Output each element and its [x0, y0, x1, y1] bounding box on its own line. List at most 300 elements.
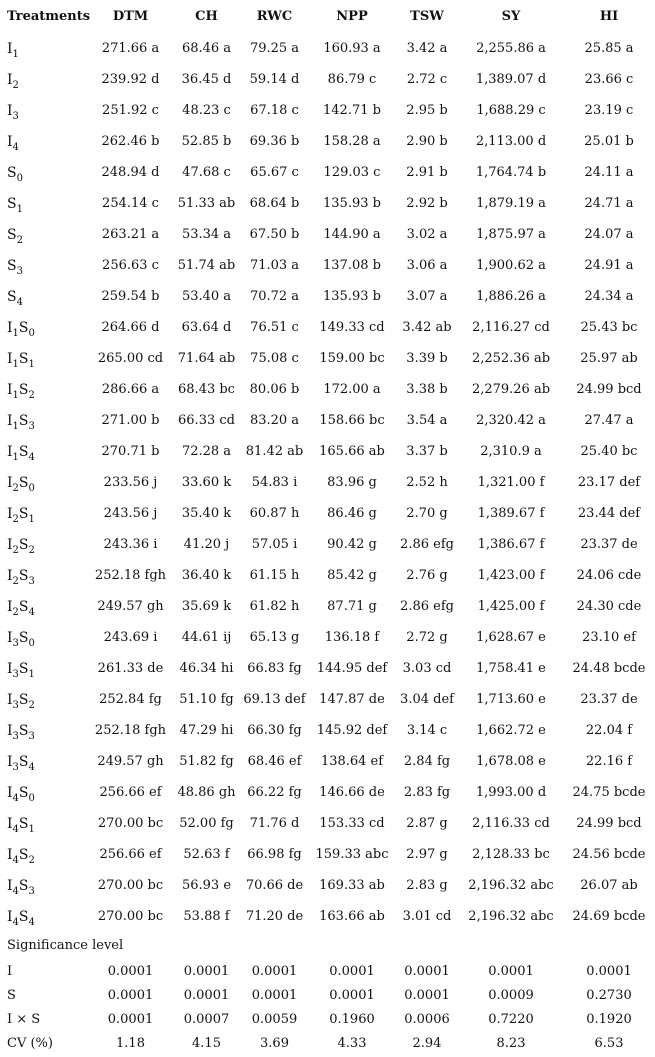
table-row — [0, 777, 655, 808]
treatment-letter: S — [18, 598, 29, 615]
significance-label: Significance level — [7, 938, 124, 953]
value-cell: 83.96 g — [327, 475, 377, 490]
treatment-subscript: 1 — [28, 668, 35, 680]
value-cell: 2,128.33 bc — [472, 847, 550, 862]
treatment-letter: I — [7, 474, 13, 491]
value-cell: 2.83 g — [406, 878, 448, 893]
stat-value: 0.0001 — [107, 987, 154, 1003]
value-cell: 71.03 a — [249, 258, 300, 273]
value-cell: 2.52 h — [406, 475, 448, 490]
value-cell: 2.76 g — [406, 568, 448, 583]
value-cell: 1,389.67 f — [477, 506, 545, 521]
value-cell: 1,993.00 d — [475, 785, 547, 800]
header-tsw: TSW — [410, 9, 444, 24]
treatment-subscript: 2 — [12, 575, 19, 587]
treatment-subscript: 2 — [12, 544, 19, 556]
value-cell: 65.13 g — [249, 630, 300, 645]
value-cell: 1,662.72 e — [476, 723, 546, 738]
value-cell: 2.92 b — [406, 196, 448, 211]
stat-row — [0, 983, 655, 1007]
treatment-subscript: 4 — [12, 792, 19, 804]
table-row — [0, 529, 655, 560]
treatment-subscript: 1 — [12, 451, 19, 463]
treatment-letter: S — [7, 257, 17, 274]
treatment-cell — [0, 591, 88, 622]
table-row — [0, 436, 655, 467]
value-cell: 1,321.00 f — [477, 475, 545, 490]
table-header — [0, 0, 655, 33]
value-cell: 56.93 e — [181, 878, 232, 893]
treatment-subscript: 2 — [12, 606, 19, 618]
treatment-subscript: 3 — [12, 668, 19, 680]
value-cell: 3.02 a — [406, 227, 448, 242]
stat-value: 4.15 — [192, 1035, 221, 1051]
value-cell: 23.37 de — [580, 537, 638, 552]
table-row — [0, 374, 655, 405]
table-row — [0, 64, 655, 95]
value-cell: 129.03 c — [323, 165, 381, 180]
value-cell: 239.92 d — [101, 72, 160, 87]
treatment-cell — [0, 157, 88, 188]
value-cell: 53.34 a — [181, 227, 232, 242]
table-row — [0, 653, 655, 684]
treatment-letter: I — [7, 722, 13, 739]
treatment-subscript: 4 — [12, 823, 19, 835]
value-cell: 48.23 c — [182, 103, 231, 118]
value-cell: 67.50 b — [249, 227, 300, 242]
value-cell: 2.70 g — [406, 506, 448, 521]
treatment-letter: S — [18, 877, 29, 894]
treatment-letter: S — [18, 381, 29, 398]
value-cell: 1,764.74 b — [475, 165, 547, 180]
treatment-subscript: 3 — [16, 265, 23, 277]
stat-row — [0, 959, 655, 983]
treatment-letter: S — [18, 567, 29, 584]
value-cell: 87.71 g — [327, 599, 377, 614]
stat-value: 0.2730 — [586, 987, 632, 1003]
value-cell: 65.67 c — [250, 165, 299, 180]
stat-label: CV (%) — [7, 1035, 53, 1051]
treatment-cell — [0, 281, 88, 312]
value-cell: 256.63 c — [102, 258, 159, 273]
treatment-letter: S — [18, 443, 29, 460]
treatment-subscript: 1 — [28, 513, 35, 525]
value-cell: 233.56 j — [103, 475, 158, 490]
value-cell: 52.00 fg — [179, 816, 234, 831]
value-cell: 24.99 bcd — [576, 382, 642, 397]
treatment-letter: I — [7, 567, 13, 584]
value-cell: 2.90 b — [406, 134, 448, 149]
treatment-letter: S — [18, 629, 29, 646]
treatment-subscript: 4 — [28, 761, 35, 773]
value-cell: 270.00 bc — [97, 878, 164, 893]
stat-value: 4.33 — [337, 1035, 367, 1051]
treatment-letter: I — [7, 598, 13, 615]
table-row — [0, 715, 655, 746]
treatment-letter: S — [18, 505, 29, 522]
value-cell: 71.64 ab — [177, 351, 236, 366]
table-row — [0, 839, 655, 870]
stat-value: 0.0001 — [329, 987, 375, 1003]
stat-value: 0.0001 — [251, 963, 298, 979]
value-cell: 3.03 cd — [402, 661, 452, 676]
value-cell: 53.40 a — [181, 289, 232, 304]
value-cell: 75.08 c — [250, 351, 299, 366]
stat-value: 0.0001 — [586, 963, 632, 979]
value-cell: 160.93 a — [323, 41, 381, 56]
value-cell: 271.66 a — [101, 41, 160, 56]
value-cell: 25.43 bc — [580, 320, 638, 335]
value-cell: 24.69 bcde — [572, 909, 646, 924]
value-cell: 85.42 g — [327, 568, 377, 583]
value-cell: 2.87 g — [406, 816, 448, 831]
stat-value: 0.0009 — [488, 987, 534, 1003]
value-cell: 24.34 a — [584, 289, 634, 304]
value-cell: 2.97 g — [406, 847, 448, 862]
value-cell: 63.64 d — [181, 320, 232, 335]
value-cell: 1,758.41 e — [476, 661, 546, 676]
treatment-letter: S — [18, 660, 29, 677]
treatment-subscript: 3 — [28, 885, 35, 897]
value-cell: 24.75 bcde — [572, 785, 646, 800]
value-cell: 249.57 gh — [97, 754, 164, 769]
treatment-letter: I — [7, 71, 13, 88]
table-row — [0, 95, 655, 126]
value-cell: 2,320.42 a — [476, 413, 546, 428]
value-cell: 2,196.32 abc — [468, 909, 554, 924]
value-cell: 270.71 b — [101, 444, 160, 459]
treatment-letter: I — [7, 877, 13, 894]
treatment-subscript: 2 — [28, 389, 35, 401]
value-cell: 3.37 b — [406, 444, 448, 459]
value-cell: 1,389.07 d — [475, 72, 547, 87]
value-cell: 46.34 hi — [179, 661, 234, 676]
value-cell: 243.56 j — [103, 506, 158, 521]
treatment-cell — [0, 839, 88, 870]
treatment-letter: S — [18, 753, 29, 770]
value-cell: 1,713.60 e — [476, 692, 546, 707]
value-cell: 1,423.00 f — [477, 568, 545, 583]
value-cell: 2,116.27 cd — [472, 320, 550, 335]
value-cell: 68.43 bc — [178, 382, 235, 397]
value-cell: 26.07 ab — [580, 878, 638, 893]
value-cell: 24.48 bcde — [572, 661, 646, 676]
value-cell: 68.64 b — [249, 196, 300, 211]
treatment-cell — [0, 715, 88, 746]
value-cell: 25.85 a — [584, 41, 634, 56]
treatment-letter: I — [7, 629, 13, 646]
value-cell: 144.95 def — [316, 661, 388, 676]
stat-value: 2.94 — [412, 1035, 442, 1051]
value-cell: 52.63 f — [183, 847, 230, 862]
table-row — [0, 219, 655, 250]
treatment-subscript: 1 — [16, 203, 23, 215]
value-cell: 270.00 bc — [97, 909, 164, 924]
value-cell: 80.06 b — [249, 382, 300, 397]
treatment-subscript: 0 — [16, 172, 23, 184]
value-cell: 86.46 g — [327, 506, 377, 521]
table-body — [0, 33, 655, 1055]
value-cell: 163.66 ab — [319, 909, 385, 924]
treatment-subscript: 3 — [12, 730, 19, 742]
treatment-letter: S — [18, 474, 29, 491]
value-cell: 83.20 a — [249, 413, 300, 428]
value-cell: 1,688.29 c — [476, 103, 546, 118]
value-cell: 52.85 b — [181, 134, 232, 149]
value-cell: 1,386.67 f — [477, 537, 545, 552]
value-cell: 1,900.62 a — [476, 258, 546, 273]
stat-label: S — [7, 987, 16, 1003]
value-cell: 145.92 def — [316, 723, 388, 738]
stat-value: 0.0001 — [183, 987, 230, 1003]
treatment-subscript: 4 — [12, 885, 19, 897]
value-cell: 47.29 hi — [179, 723, 234, 738]
treatment-letter: S — [18, 536, 29, 553]
treatment-cell — [0, 529, 88, 560]
value-cell: 33.60 k — [181, 475, 232, 490]
value-cell: 2.91 b — [406, 165, 448, 180]
treatment-subscript: 2 — [28, 854, 35, 866]
treatment-letter: I — [7, 412, 13, 429]
treatment-letter: S — [18, 815, 29, 832]
value-cell: 2,255.86 a — [476, 41, 546, 56]
value-cell: 261.33 de — [97, 661, 164, 676]
table-row — [0, 498, 655, 529]
value-cell: 2.86 efg — [400, 537, 454, 552]
value-cell: 2,279.26 ab — [471, 382, 551, 397]
value-cell: 3.42 ab — [402, 320, 452, 335]
treatment-letter: I — [7, 784, 13, 801]
treatment-letter: S — [18, 908, 29, 925]
value-cell: 252.18 fgh — [94, 723, 167, 738]
value-cell: 3.01 cd — [402, 909, 452, 924]
treatment-cell — [0, 746, 88, 777]
value-cell: 270.00 bc — [97, 816, 164, 831]
value-cell: 41.20 j — [183, 537, 230, 552]
value-cell: 60.87 h — [249, 506, 300, 521]
value-cell: 22.16 f — [585, 754, 633, 769]
table-row — [0, 684, 655, 715]
value-cell: 44.61 ij — [181, 630, 232, 645]
stat-value: 0.0001 — [107, 963, 154, 979]
value-cell: 256.66 ef — [99, 847, 162, 862]
value-cell: 2.86 efg — [400, 599, 454, 614]
value-cell: 263.21 a — [101, 227, 160, 242]
stat-row — [0, 1007, 655, 1031]
value-cell: 71.76 d — [249, 816, 300, 831]
value-cell: 249.57 gh — [97, 599, 164, 614]
treatment-subscript: 3 — [12, 699, 19, 711]
treatment-cell — [0, 95, 88, 126]
treatment-subscript: 3 — [12, 637, 19, 649]
value-cell: 2.72 c — [406, 72, 448, 87]
value-cell: 135.93 b — [323, 196, 381, 211]
treatment-letter: I — [7, 815, 13, 832]
treatment-subscript: 3 — [28, 730, 35, 742]
table-row — [0, 870, 655, 901]
value-cell: 1,678.08 e — [476, 754, 546, 769]
treatment-subscript: 4 — [28, 606, 35, 618]
treatment-cell — [0, 777, 88, 808]
treatment-cell — [0, 498, 88, 529]
table-row — [0, 343, 655, 374]
value-cell: 3.54 a — [406, 413, 448, 428]
stat-value: 6.53 — [594, 1035, 624, 1051]
value-cell: 90.42 g — [327, 537, 377, 552]
stat-value: 0.7220 — [488, 1011, 534, 1027]
value-cell: 1,628.67 e — [476, 630, 546, 645]
treatment-letter: S — [18, 722, 29, 739]
value-cell: 27.47 a — [584, 413, 634, 428]
value-cell: 48.86 gh — [177, 785, 236, 800]
stat-value: 0.0001 — [488, 963, 534, 979]
treatment-subscript: 0 — [28, 327, 35, 339]
value-cell: 59.14 d — [249, 72, 300, 87]
header-dtm: DTM — [112, 9, 149, 24]
header-npp: NPP — [336, 9, 368, 24]
value-cell: 2,252.36 ab — [471, 351, 551, 366]
value-cell: 66.30 fg — [247, 723, 302, 738]
treatment-cell — [0, 560, 88, 591]
value-cell: 66.83 fg — [247, 661, 302, 676]
stat-value: 8.23 — [496, 1035, 526, 1051]
value-cell: 265.00 cd — [97, 351, 164, 366]
value-cell: 138.64 ef — [320, 754, 384, 769]
value-cell: 24.06 cde — [576, 568, 642, 583]
treatment-subscript: 3 — [12, 761, 19, 773]
treatment-cell — [0, 33, 88, 64]
value-cell: 3.39 b — [406, 351, 448, 366]
treatment-subscript: 4 — [16, 296, 23, 308]
value-cell: 57.05 i — [251, 537, 298, 552]
treatment-subscript: 1 — [12, 48, 19, 60]
value-cell: 24.30 cde — [576, 599, 642, 614]
value-cell: 35.69 k — [181, 599, 232, 614]
value-cell: 149.33 cd — [319, 320, 385, 335]
treatment-cell — [0, 126, 88, 157]
value-cell: 147.87 de — [319, 692, 385, 707]
value-cell: 51.33 ab — [177, 196, 236, 211]
header-row — [0, 0, 655, 33]
treatment-subscript: 1 — [28, 823, 35, 835]
treatment-letter: S — [7, 164, 17, 181]
value-cell: 25.01 b — [584, 134, 634, 149]
stat-value: 0.0001 — [107, 1011, 154, 1027]
header-rwc: RWC — [256, 9, 293, 24]
treatment-subscript: 2 — [12, 482, 19, 494]
treatment-cell — [0, 684, 88, 715]
treatment-letter: S — [18, 691, 29, 708]
treatment-cell — [0, 405, 88, 436]
header-ch: CH — [195, 9, 218, 24]
value-cell: 66.22 fg — [247, 785, 302, 800]
value-cell: 2,113.00 d — [475, 134, 547, 149]
treatment-cell — [0, 436, 88, 467]
value-cell: 248.94 d — [101, 165, 160, 180]
treatment-letter: S — [7, 226, 17, 243]
treatment-subscript: 4 — [28, 916, 35, 928]
treatment-subscript: 2 — [28, 544, 35, 556]
stat-value: 3.69 — [260, 1035, 289, 1051]
stat-value: 0.0001 — [404, 987, 450, 1003]
value-cell: 159.00 bc — [319, 351, 385, 366]
value-cell: 36.40 k — [181, 568, 232, 583]
value-cell: 23.10 ef — [582, 630, 636, 645]
value-cell: 254.14 c — [102, 196, 159, 211]
stat-value: 0.1920 — [586, 1011, 632, 1027]
value-cell: 144.90 a — [323, 227, 381, 242]
table-row — [0, 591, 655, 622]
stat-value: 0.0001 — [251, 987, 298, 1003]
value-cell: 153.33 cd — [319, 816, 385, 831]
treatment-subscript: 0 — [28, 637, 35, 649]
value-cell: 2,196.32 abc — [468, 878, 554, 893]
table-row — [0, 622, 655, 653]
table-row — [0, 312, 655, 343]
treatment-letter: I — [7, 319, 13, 336]
treatment-subscript: 1 — [12, 327, 19, 339]
stat-value: 0.0001 — [183, 963, 230, 979]
treatment-letter: S — [7, 195, 17, 212]
stat-value: 0.0001 — [329, 963, 375, 979]
value-cell: 61.15 h — [249, 568, 300, 583]
value-cell: 2.72 g — [406, 630, 448, 645]
value-cell: 24.71 a — [584, 196, 634, 211]
value-cell: 24.56 bcde — [572, 847, 646, 862]
value-cell: 86.79 c — [327, 72, 377, 87]
value-cell: 159.33 abc — [315, 847, 389, 862]
value-cell: 142.71 b — [323, 103, 381, 118]
value-cell: 72.28 a — [181, 444, 232, 459]
value-cell: 51.82 fg — [179, 754, 234, 769]
treatment-cell — [0, 622, 88, 653]
treatment-letter: I — [7, 846, 13, 863]
value-cell: 22.04 f — [585, 723, 633, 738]
treatment-letter: S — [7, 288, 17, 305]
stat-value: 0.0001 — [404, 963, 450, 979]
value-cell: 1,425.00 f — [477, 599, 545, 614]
value-cell: 24.07 a — [584, 227, 634, 242]
value-cell: 169.33 ab — [319, 878, 385, 893]
treatment-subscript: 3 — [28, 420, 35, 432]
treatment-subscript: 3 — [12, 110, 19, 122]
treatment-letter: S — [18, 846, 29, 863]
treatment-cell — [0, 219, 88, 250]
value-cell: 35.40 k — [181, 506, 232, 521]
treatment-subscript: 4 — [28, 451, 35, 463]
table-row — [0, 157, 655, 188]
value-cell: 69.13 def — [243, 692, 306, 707]
value-cell: 3.04 def — [400, 692, 454, 707]
value-cell: 67.18 c — [250, 103, 299, 118]
value-cell: 2.84 fg — [403, 754, 451, 769]
value-cell: 286.66 a — [101, 382, 160, 397]
value-cell: 81.42 ab — [245, 444, 304, 459]
value-cell: 3.07 a — [406, 289, 448, 304]
value-cell: 243.36 i — [103, 537, 158, 552]
table-row — [0, 560, 655, 591]
treatment-cell — [0, 188, 88, 219]
treatment-letter: I — [7, 908, 13, 925]
treatment-subscript: 2 — [28, 699, 35, 711]
treatment-letter: I — [7, 691, 13, 708]
treatment-subscript: 2 — [12, 513, 19, 525]
treatment-letter: I — [7, 350, 13, 367]
value-cell: 252.18 fgh — [94, 568, 167, 583]
value-cell: 251.92 c — [102, 103, 159, 118]
value-cell: 69.36 b — [249, 134, 300, 149]
treatment-cell — [0, 374, 88, 405]
